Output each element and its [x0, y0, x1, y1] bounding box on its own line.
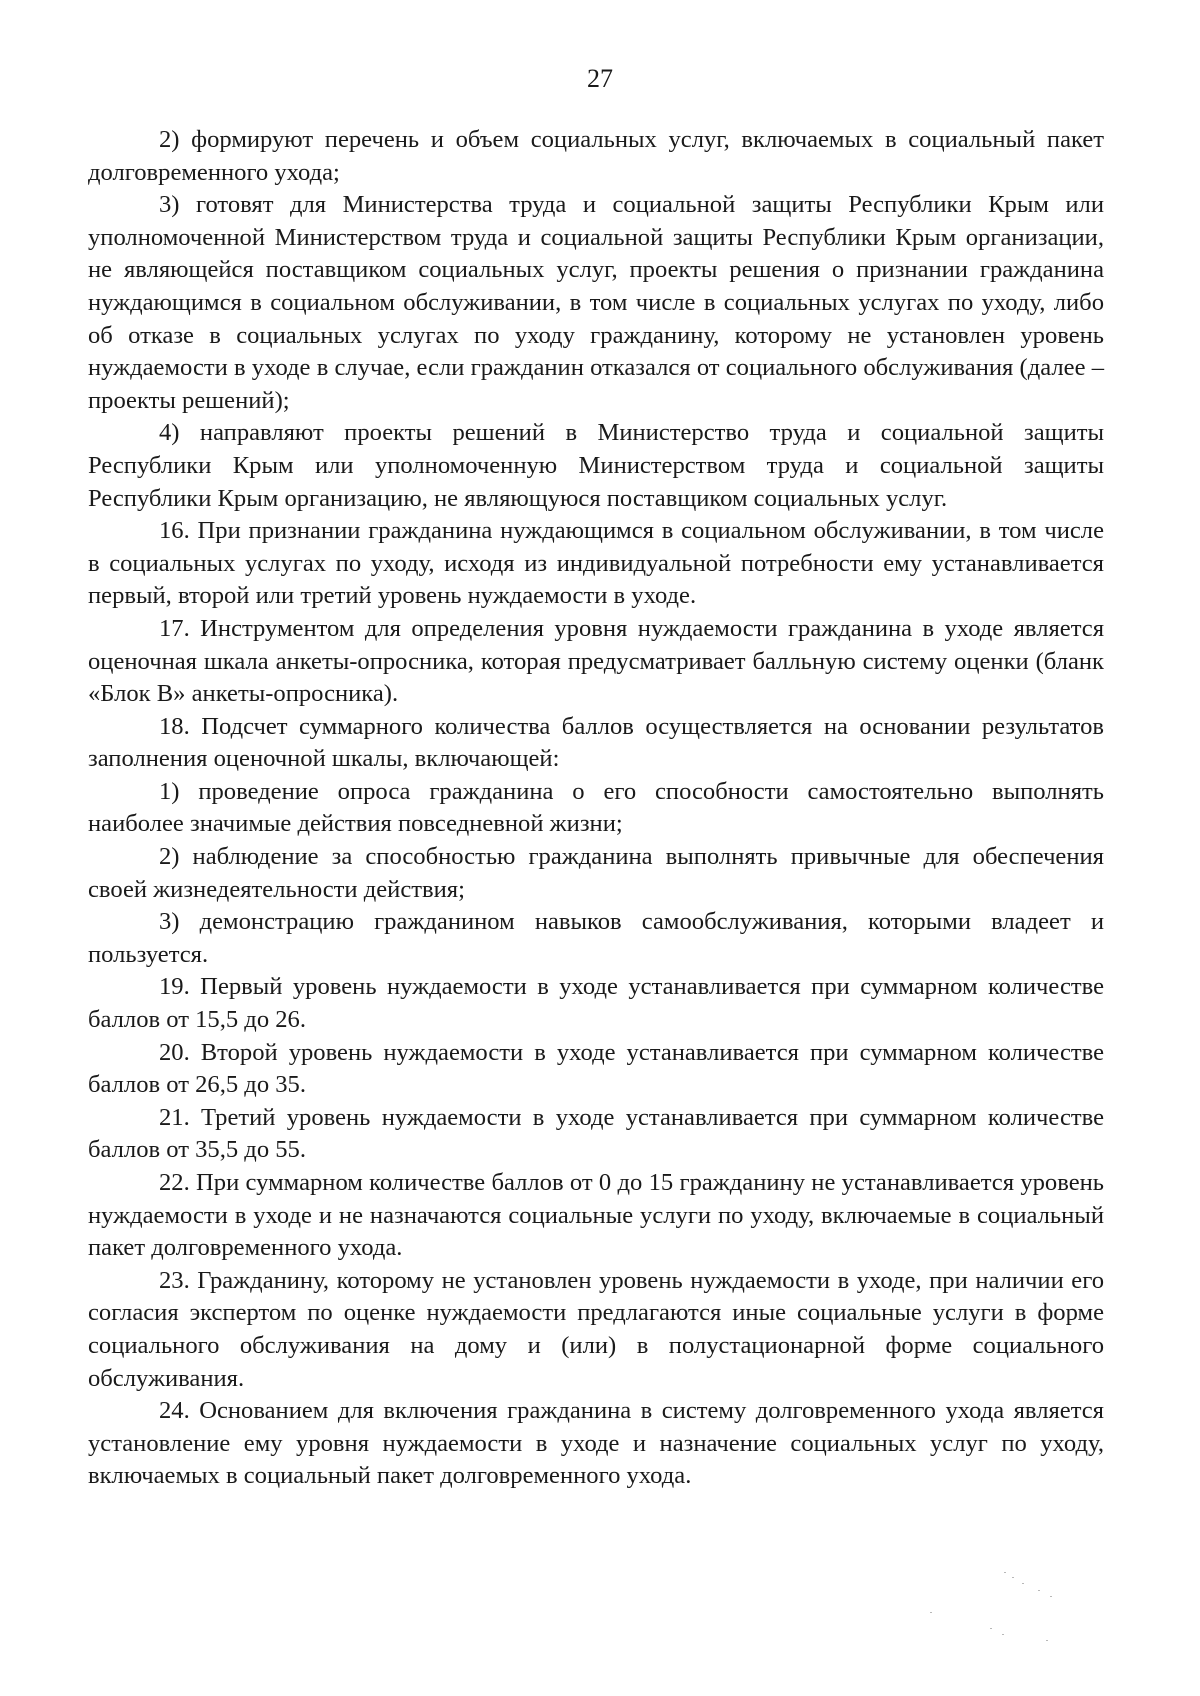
paragraph-clause-20: 20. Второй уровень нуждаемости в уходе устанавливается при суммарном количестве баллов от 26,5 до 35. [88, 1038, 1104, 1099]
page-number: 27 [587, 64, 613, 93]
paragraph-clause-16: 16. При признании гражданина нуждающимся в социальном обслуживании, в том числе в социальных услугах по уходу, исходя из индивидуальной потребности ему устанавливается первый, второй или третий уровень нуждаемости в уходе. [88, 517, 1104, 610]
paragraph-clause-23: 23. Гражданину, которому не установлен уровень нуждаемости в уходе, при наличии его согласия экспертом по оценке нуждаемости предлагаются иные социальные услуги в форме социального обслуживания на дому и (или) в полустационарной форме социального обслуживания. [88, 1266, 1104, 1392]
paragraph-clause-24: 24. Основанием для включения гражданина в систему долговременного ухода является установление ему уровня нуждаемости в уходе и назначение социальных услуг по уходу, включаемых в социальный пакет долговременного ухода. [88, 1397, 1104, 1490]
paragraph-clause-18: 18. Подсчет суммарного количества баллов осуществляется на основании результатов заполнения оценочной шкалы, включающей: [88, 712, 1104, 773]
scan-speck [1002, 1634, 1004, 1635]
scan-speck [1038, 1590, 1040, 1591]
scan-speck [990, 1628, 992, 1629]
paragraph-item-2: 2) формируют перечень и объем социальных услуг, включаемых в социальный пакет долговременного ухода; [88, 126, 1104, 186]
document-body [88, 124, 1104, 1493]
paragraph-clause-17: 17. Инструментом для определения уровня нуждаемости гражданина в уходе является оценочная шкала анкеты-опросника, которая предусматривает балльную систему оценки (бланк «Блок В» анкеты-опросника). [88, 614, 1104, 708]
paragraph-clause-22: 22. При суммарном количестве баллов от 0 до 15 гражданину не устанавливается уровень нуждаемости в уходе и не назначаются социальные услуги по уходу, включаемые в социальный пакет долговременного ухода. [88, 1169, 1104, 1262]
scan-speck [1022, 1583, 1024, 1584]
paragraph-clause-18-item-2: 2) наблюдение за способностью гражданина выполнять привычные для обеспечения своей жизнедеятельности действия; [88, 843, 1104, 903]
scan-speck [1004, 1572, 1006, 1573]
paragraph-item-4: 4) направляют проекты решений в Министерство труда и социальной защиты Республики Крым или уполномоченную Министерством труда и социальной защиты Республики Крым организацию, не являющуюся поставщиком социальных услуг. [88, 419, 1104, 512]
paragraph-item-3: 3) готовят для Министерства труда и социальной защиты Республики Крым или уполномоченной Министерством труда и социальной защиты Республики Крым организации, не являющейся поставщиком социальных услуг, проекты решения о признании гражданина нуждающимся в социальном обслуживании, в том числе в социальных услугах по уходу, либо об отказе в социальных услугах по уходу гражданину, которому не установлен уровень нуждаемости в уходе в случае, если гражданин отказался от социального обслуживания (далее – проекты решений); [88, 191, 1104, 414]
scan-speck [930, 1612, 932, 1613]
paragraph-clause-18-item-3: 3) демонстрацию гражданином навыков самообслуживания, которыми владеет и пользуется. [88, 908, 1104, 968]
scan-speck [1046, 1640, 1048, 1641]
scan-speck [1012, 1577, 1014, 1578]
paragraph-clause-19: 19. Первый уровень нуждаемости в уходе устанавливается при суммарном количестве баллов от 15,5 до 26. [88, 973, 1104, 1034]
paragraph-clause-21: 21. Третий уровень нуждаемости в уходе устанавливается при суммарном количестве баллов от 35,5 до 55. [88, 1103, 1104, 1164]
scan-speck [1050, 1596, 1052, 1597]
paragraph-clause-18-item-1: 1) проведение опроса гражданина о его способности самостоятельно выполнять наиболее значимые действия повседневной жизни; [88, 777, 1104, 838]
